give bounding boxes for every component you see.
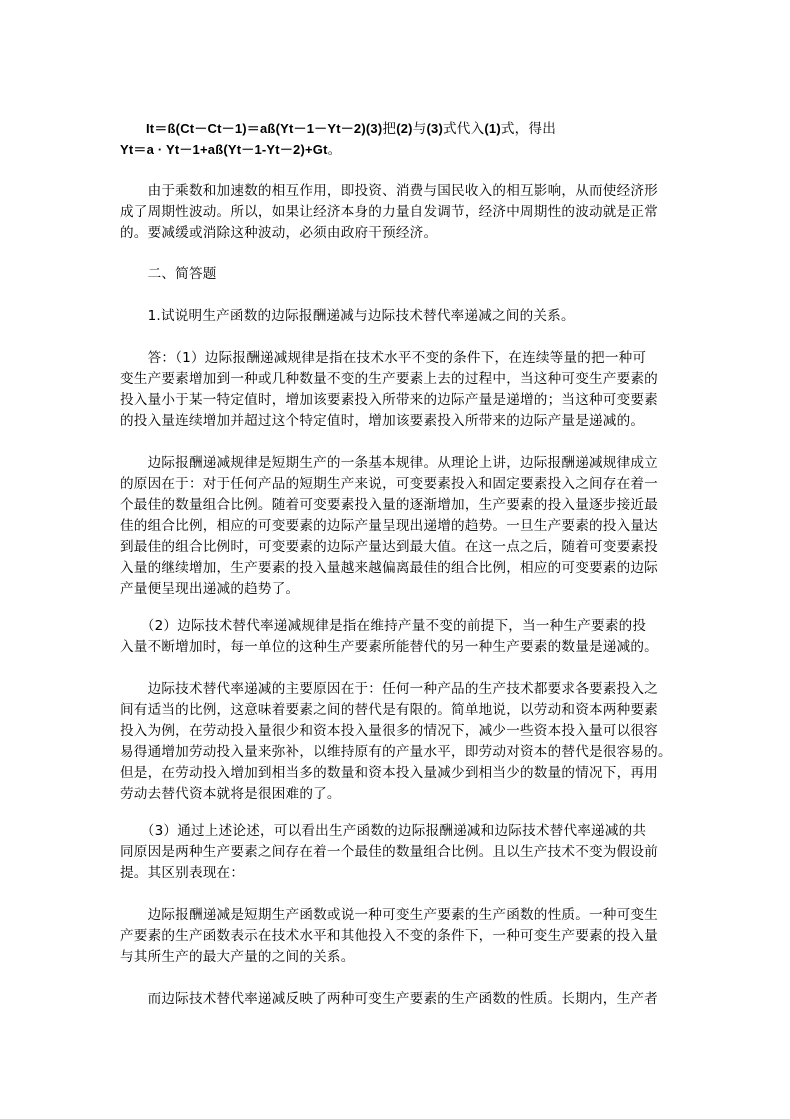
text-line: 同原因是两种生产要素之间存在着一个最佳的数量组合比例。且以生产技术不变为假设前 (120, 844, 658, 860)
text-line: 答：（1）边际报酬递减规律是指在技术水平不变的条件下，在连续等量的把一种可 (120, 350, 647, 366)
text-line: （3）通过上述论述，可以看出生产函数的边际报酬递减和边际技术替代率递减的共 (120, 823, 647, 839)
paragraph-cycle-explanation (120, 181, 690, 244)
text-line: 间有适当的比例，这意味着要素之间的替代是有限的。简单地说，以劳动和资本两种要素 (120, 702, 658, 718)
text-line: 但是，在劳动投入增加到相当多的数量和资本投入量减少到相当少的数量的情况下，再用 (120, 765, 658, 781)
text-line: 成了周期性波动。所以，如果让经济本身的力量自发调节，经济中周期性的波动就是正常 (120, 204, 658, 220)
formula-block (120, 118, 690, 160)
text-line: 提。其区别表现在： (120, 865, 245, 881)
text-line: 产要素的生产函数表示在技术水平和其他投入不变的条件下，一种可变生产要素的投入量 (120, 928, 658, 944)
formula-line-2: Yt＝a · Yt－1+aß(Yt－1-Yt－2)+Gt。 (120, 142, 342, 158)
text-line: 投入为例，在劳动投入量很少和资本投入量很多的情况下，减少一些资本投入量可以很容 (120, 723, 658, 739)
text-line: 到最佳的组合比例时，可变要素的边际产量达到最大值。在这一点之后，随着可变要素投 (120, 539, 658, 555)
text-line: 边际报酬递减规律是短期生产的一条基本规律。从理论上讲，边际报酬递减规律成立 (120, 455, 658, 471)
question-1 (120, 306, 690, 327)
text-line: 与其所生产的最大产量的之间的关系。 (120, 949, 355, 965)
paragraph-mrts (120, 989, 690, 1010)
paragraph-answer-2 (120, 616, 690, 658)
text-line: （2）边际技术替代率递减规律是指在维持产量不变的前提下，当一种生产要素的投 (120, 618, 647, 634)
paragraph-answer-1-reason (120, 453, 690, 600)
text-line: 易得通增加劳动投入量来弥补，以维持原有的产量水平，即劳动对资本的替代是很容易的。 (120, 744, 672, 760)
paragraph-diminishing-returns (120, 905, 690, 968)
section-heading (120, 264, 690, 285)
text-line: 边际报酬递减是短期生产函数或说一种可变生产要素的生产函数的性质。一种可变生 (120, 907, 658, 923)
text-line: 投入量小于某一特定值时，增加该要素投入所带来的边际产量是递增的；当这种可变要素 (120, 392, 658, 408)
text-line: 变生产要素增加到一种或几种数量不变的生产要素上去的过程中，当这种可变生产要素的 (120, 371, 658, 387)
question-text: 1.试说明生产函数的边际报酬递减与边际技术替代率递减之间的关系。 (120, 308, 575, 324)
text-line: 入量不断增加时，每一单位的这种生产要素所能替代的另一种生产要素的数量是递减的。 (120, 639, 658, 655)
paragraph-answer-3 (120, 821, 690, 884)
text-line: 入量的继续增加，生产要素的投入量越来越偏离最佳的组合比例，相应的可变要素的边际 (120, 560, 658, 576)
text-line: 边际技术替代率递减的主要原因在于：任何一种产品的生产技术都要求各要素投入之 (120, 681, 658, 697)
paragraph-answer-1 (120, 348, 690, 432)
paragraph-answer-2-reason (120, 679, 690, 805)
text-line: 的原因在于：对于任何产品的短期生产来说，可变要素投入和固定要素投入之间存在着一 (120, 476, 658, 492)
formula-line-1: It＝ß(Ct－Ct－1)＝aß(Yt－1－Yt－2)(3)把(2)与(3)式代入(1)式，得出 (120, 118, 690, 139)
text-line: 佳的组合比例，相应的可变要素的边际产量呈现出递增的趋势。一旦生产要素的投入量达 (120, 518, 658, 534)
text-line: 个最佳的数量组合比例。随着可变要素投入量的逐渐增加，生产要素的投入量逐步接近最 (120, 497, 658, 513)
text-line: 劳动去替代资本就将是很困难的了。 (120, 786, 341, 802)
text-line: 的。要减缓或消除这种波动，必须由政府干预经济。 (120, 225, 438, 241)
text-line: 而边际技术替代率递减反映了两种可变生产要素的生产函数的性质。长期内，生产者 (120, 991, 658, 1007)
formula-investment: It＝ß(Ct－Ct－1)＝aß(Yt－1－Yt－2)(3) (146, 121, 383, 136)
text-line: 产量便呈现出递减的趋势了。 (120, 581, 300, 597)
text-line: 由于乘数和加速数的相互作用，即投资、消费与国民收入的相互影响，从而使经济形 (120, 183, 658, 199)
text-line: 的投入量连续增加并超过这个特定值时，增加该要素投入所带来的边际产量是递减的。 (120, 413, 645, 429)
formula-income: Yt＝a · Yt－1+aß(Yt－1-Yt－2)+Gt (120, 142, 328, 157)
heading-text: 二、简答题 (120, 266, 217, 282)
